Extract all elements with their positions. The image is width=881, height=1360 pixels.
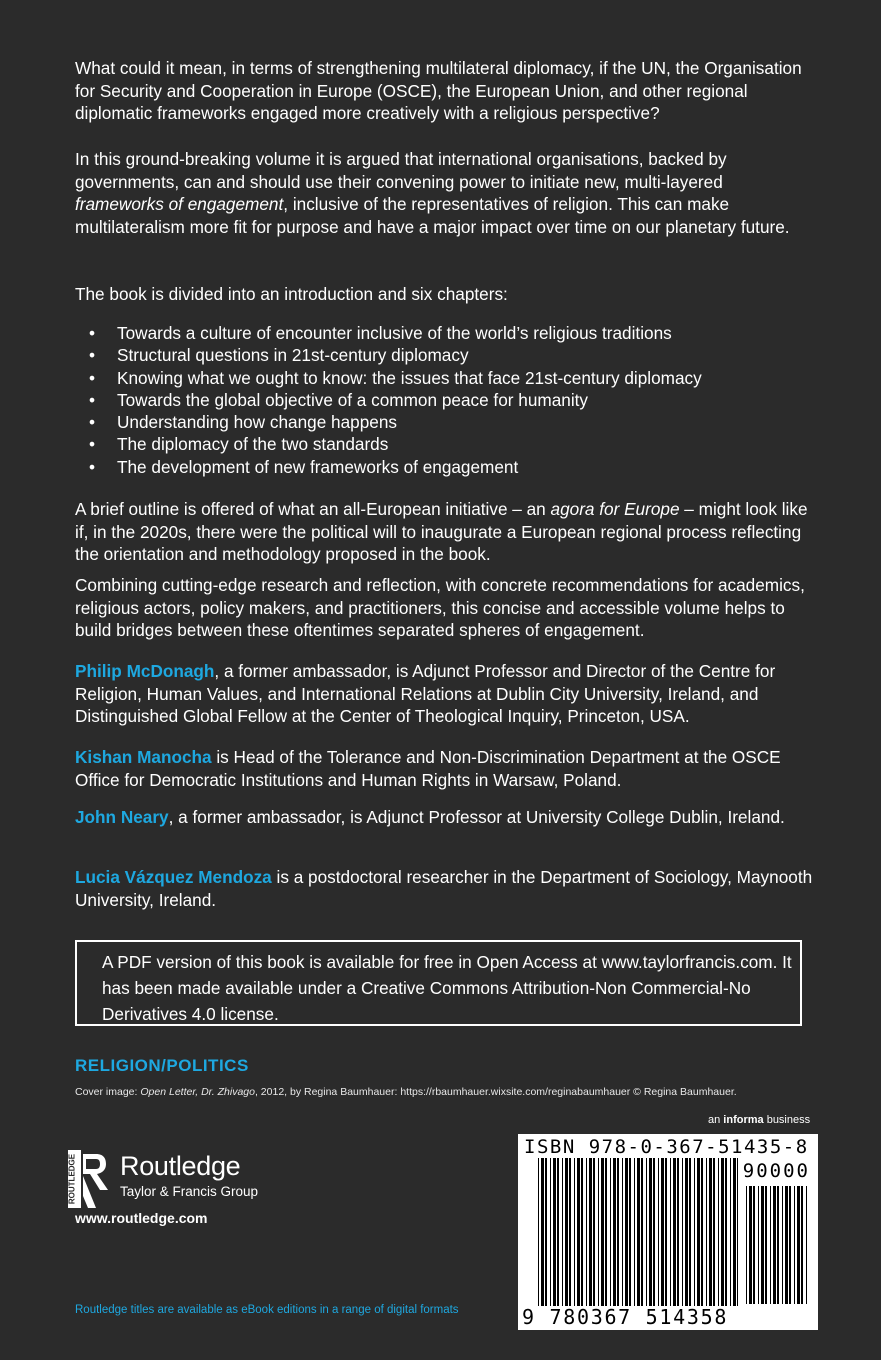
- para2-text-after: , inclusive of the representatives of religion. This can make multilateralism more fit for purpose and have a major impact over time on our planetary future.: [75, 194, 790, 237]
- chapter-list-item: • Knowing what we ought to know: the issues that face 21st-century diplomacy: [75, 367, 815, 389]
- barcode-bar: [785, 1186, 788, 1304]
- author-bio-text: , a former ambassador, is Adjunct Professor at University College Dublin, Ireland.: [168, 807, 785, 827]
- barcode-bar: [701, 1158, 703, 1306]
- barcode-bar: [598, 1158, 599, 1306]
- description-paragraph-4: [75, 498, 815, 566]
- barcode-bar: [801, 1186, 803, 1304]
- barcode-bar: [622, 1158, 623, 1306]
- chapter-list-item: • Towards a culture of encounter inclusive of the world’s religious traditions: [75, 322, 815, 344]
- barcode-bar: [577, 1158, 580, 1306]
- author-bio: [75, 806, 815, 829]
- barcode-digits: 9 780367 514358: [522, 1305, 729, 1329]
- author-bio: [75, 660, 815, 728]
- barcode-price-code: 90000: [742, 1160, 810, 1182]
- barcode-bar: [550, 1158, 551, 1306]
- barcode-bar: [758, 1186, 759, 1304]
- cover-image-credit: Cover image: Open Letter, Dr. Zhivago, 2012, by Regina Baumhauer: https://rbaumhauer.wixsite.com/reginabaumhauer © Regina Baumhauer.: [75, 1086, 737, 1098]
- barcode-bar: [538, 1158, 539, 1306]
- barcode-bar: [646, 1158, 647, 1306]
- barcode-bar: [629, 1158, 631, 1306]
- chapter-list-item: • The development of new frameworks of engagement: [75, 456, 815, 478]
- barcode-bar: [653, 1158, 655, 1306]
- barcode-bar: [789, 1186, 791, 1304]
- barcode-bar: [637, 1158, 640, 1306]
- barcode-bar: [557, 1158, 559, 1306]
- barcode-bar: [806, 1186, 807, 1304]
- barcode-bar: [565, 1158, 568, 1306]
- barcode-bar: [770, 1186, 771, 1304]
- author-bio: [75, 866, 815, 911]
- ebook-note: Routledge titles are available as eBook editions in a range of digital formats: [75, 1304, 459, 1316]
- description-paragraph-5: Combining cutting-edge research and reflection, with concrete recommendations for academics, religious actors, policy makers, and practitioners, this concise and accessible volume helps to build bridges between these oftentimes separated spheres of engagement.: [75, 575, 805, 640]
- barcode-bar: [589, 1158, 592, 1306]
- chapter-list-item: • Towards the global objective of a common peace for humanity: [75, 389, 815, 411]
- barcode-bar: [725, 1158, 727, 1306]
- barcode-bar: [569, 1158, 571, 1306]
- barcode-bar: [730, 1158, 731, 1306]
- barcode-bar: [545, 1158, 547, 1306]
- publisher-website[interactable]: www.routledge.com: [75, 1210, 208, 1226]
- barcode-bar: [673, 1158, 676, 1306]
- barcode-bar: [753, 1186, 755, 1304]
- barcode-bar: [765, 1186, 767, 1304]
- barcode-bar: [605, 1158, 607, 1306]
- barcode-bar: [709, 1158, 712, 1306]
- barcode-bar: [749, 1186, 752, 1304]
- barcode-bar: [617, 1158, 619, 1306]
- para4-text-before: A brief outline is offered of what an all-European initiative – an: [75, 499, 546, 519]
- logo-vertical-text: ROUTLEDGE: [67, 1153, 77, 1205]
- author-name: Lucia Vázquez Mendoza: [75, 867, 272, 887]
- routledge-logo: [66, 1150, 286, 1210]
- barcode-bar: [794, 1186, 795, 1304]
- barcode-bar: [649, 1158, 652, 1306]
- author-bio: [75, 746, 815, 791]
- chapters-intro: The book is divided into an introduction and six chapters:: [75, 284, 508, 304]
- barcode-bar: [721, 1158, 724, 1306]
- para2-italic-term: frameworks of engagement: [75, 194, 284, 214]
- barcode-bar: [761, 1186, 764, 1304]
- description-paragraph-2: [75, 148, 815, 238]
- barcode-addon-bars: [746, 1186, 808, 1304]
- barcode-bar: [601, 1158, 604, 1306]
- barcode-bar: [658, 1158, 659, 1306]
- barcode-bar: [697, 1158, 700, 1306]
- isbn-text: ISBN 978-0-367-51435-8: [524, 1136, 809, 1158]
- barcode-bar: [541, 1158, 544, 1306]
- barcode-bar: [661, 1158, 664, 1306]
- author-name: Kishan Manocha: [75, 747, 212, 767]
- barcode-bar: [782, 1186, 783, 1304]
- chapter-list-item: • Understanding how change happens: [75, 411, 815, 433]
- barcode-bar: [694, 1158, 695, 1306]
- barcode-bar: [733, 1158, 736, 1306]
- barcode-bar: [797, 1186, 800, 1304]
- barcode-bar: [634, 1158, 635, 1306]
- barcode-bar: [574, 1158, 575, 1306]
- barcode-bar: [713, 1158, 715, 1306]
- chapter-list: [75, 322, 815, 478]
- open-access-notice: A PDF version of this book is available for free in Open Access at www.taylorfrancis.com. It has been made available under a Creative Commons Attribution-Non Commercial-No Derivatives 4.0 license.: [75, 940, 802, 1026]
- barcode-bar: [641, 1158, 643, 1306]
- author-bio-text: is Head of the Tolerance and Non-Discrimination Department at the OSCE Office for Democratic Institutions and Human Rights in Warsaw, Poland.: [75, 747, 781, 790]
- barcode-bar: [613, 1158, 616, 1306]
- isbn-barcode: [518, 1134, 818, 1330]
- para4-italic-term: agora for Europe: [550, 499, 680, 519]
- barcode-bar: [746, 1186, 747, 1304]
- barcode-bar: [610, 1158, 611, 1306]
- publisher-group: Taylor & Francis Group: [120, 1184, 259, 1199]
- barcode-bar: [586, 1158, 587, 1306]
- informa-tagline: an informa business: [708, 1114, 811, 1126]
- barcode-bar: [562, 1158, 563, 1306]
- barcode-bar: [665, 1158, 667, 1306]
- routledge-logo-icon: [66, 1150, 114, 1208]
- barcode-bar: [689, 1158, 691, 1306]
- barcode-bar: [581, 1158, 583, 1306]
- para4-text-after: – might look like if, in the 2020s, there were the political will to inaugurate a European regional process reflecting the orientation and methodology proposed in the book.: [75, 499, 808, 564]
- barcode-bar: [737, 1158, 738, 1306]
- barcode-bar: [553, 1158, 556, 1306]
- author-name: John Neary: [75, 807, 169, 827]
- barcode-bar: [682, 1158, 683, 1306]
- barcode-bar: [685, 1158, 688, 1306]
- barcode-bars: [538, 1158, 738, 1306]
- barcode-bar: [706, 1158, 707, 1306]
- barcode-bar: [718, 1158, 719, 1306]
- barcode-bar: [625, 1158, 628, 1306]
- author-bio-text: , a former ambassador, is Adjunct Professor and Director of the Centre for Religion, Human Values, and International Relations at Dublin City University, Ireland, and Distinguished Global Fellow at the Center of Theological Inquiry, Princeton, USA.: [75, 661, 776, 726]
- description-paragraph-1: What could it mean, in terms of strengthening multilateral diplomacy, if the UN, the Organisation for Security and Cooperation in Europe (OSCE), the European Union, and other regional diplomatic frameworks engaged more creatively with a religious perspective?: [75, 58, 802, 123]
- chapter-list-item: • Structural questions in 21st-century diplomacy: [75, 344, 815, 366]
- barcode-bar: [677, 1158, 679, 1306]
- barcode-bar: [773, 1186, 776, 1304]
- para2-text-before: In this ground-breaking volume it is argued that international organisations, backed by governments, can and should use their convening power to initiate new, multi-layered: [75, 149, 727, 192]
- author-bio-text: is a postdoctoral researcher in the Department of Sociology, Maynooth University, Ireland.: [75, 867, 813, 910]
- chapter-list-item: • The diplomacy of the two standards: [75, 433, 815, 455]
- barcode-bar: [670, 1158, 671, 1306]
- barcode-bar: [593, 1158, 595, 1306]
- publisher-name: Routledge: [120, 1151, 241, 1181]
- barcode-bar: [777, 1186, 779, 1304]
- subject-category: RELIGION/POLITICS: [75, 1056, 249, 1075]
- author-name: Philip McDonagh: [75, 661, 215, 681]
